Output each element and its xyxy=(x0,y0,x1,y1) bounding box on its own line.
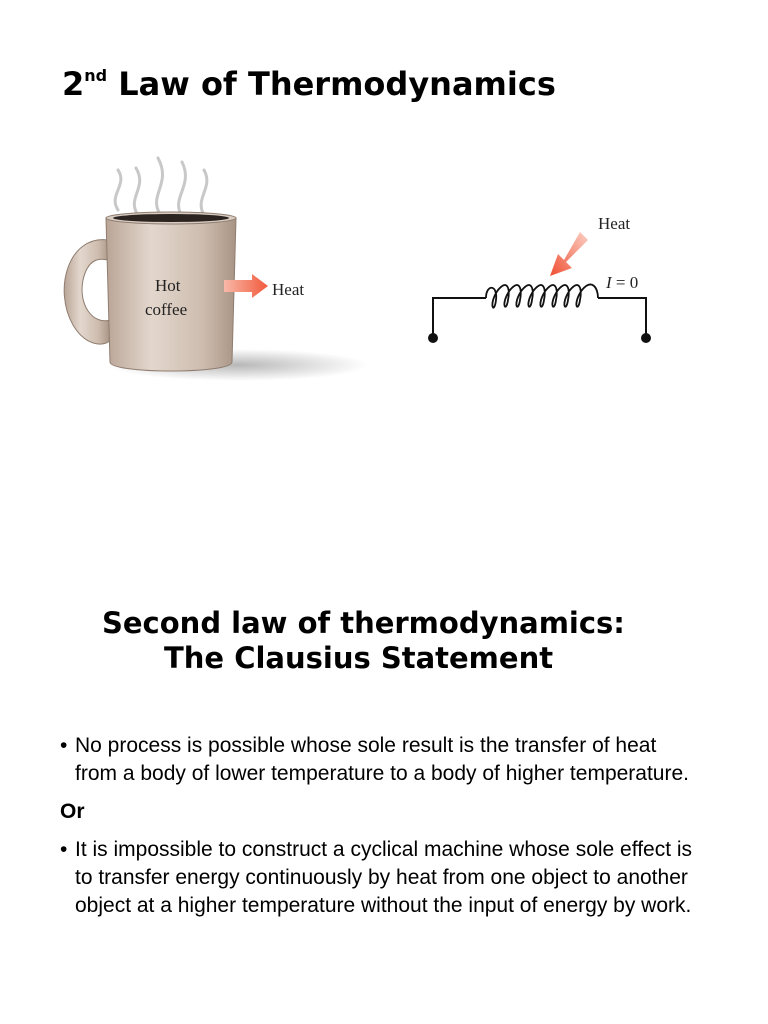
statement-body xyxy=(60,732,700,920)
title-superscript: nd xyxy=(84,66,108,85)
current-label xyxy=(605,273,638,292)
mug-handle xyxy=(64,240,110,344)
hot-label: Hot xyxy=(155,276,181,295)
section-heading-line1: Second law of thermodynamics: xyxy=(102,606,625,640)
or-separator: Or xyxy=(60,800,85,823)
circuit-wire-right xyxy=(598,298,646,338)
coil-windings xyxy=(486,285,598,308)
heat-arrow-down-icon xyxy=(550,232,588,276)
coffee-surface xyxy=(113,214,229,222)
section-heading xyxy=(0,606,768,676)
title-number: 2 xyxy=(62,65,85,103)
title-text: Law of Thermodynamics xyxy=(107,65,556,103)
terminal-left xyxy=(428,333,438,343)
terminal-right xyxy=(641,333,651,343)
circuit-wire xyxy=(433,298,486,338)
steam-icon xyxy=(115,158,207,216)
bullet-item: • No process is possible whose sole result is the transfer of heat from a body of lower temperature to a body of higher temperature. xyxy=(60,732,700,788)
coffee-label: coffee xyxy=(145,300,188,319)
section-heading-line2: The Clausius Statement xyxy=(164,641,554,675)
current-symbol: I xyxy=(606,273,612,292)
hot-coffee-mug-figure xyxy=(48,140,368,390)
bullet-item: • It is impossible to construct a cyclical machine whose sole effect is to transfer energy continuously by heat from one object to another object at a higher temperature without the input of energy by work. xyxy=(60,836,700,920)
mug-heat-label: Heat xyxy=(272,280,305,299)
current-value: = 0 xyxy=(611,273,639,292)
coil-resistor-figure xyxy=(418,200,668,360)
coil-heat-label: Heat xyxy=(598,214,631,233)
page-title xyxy=(62,62,556,106)
